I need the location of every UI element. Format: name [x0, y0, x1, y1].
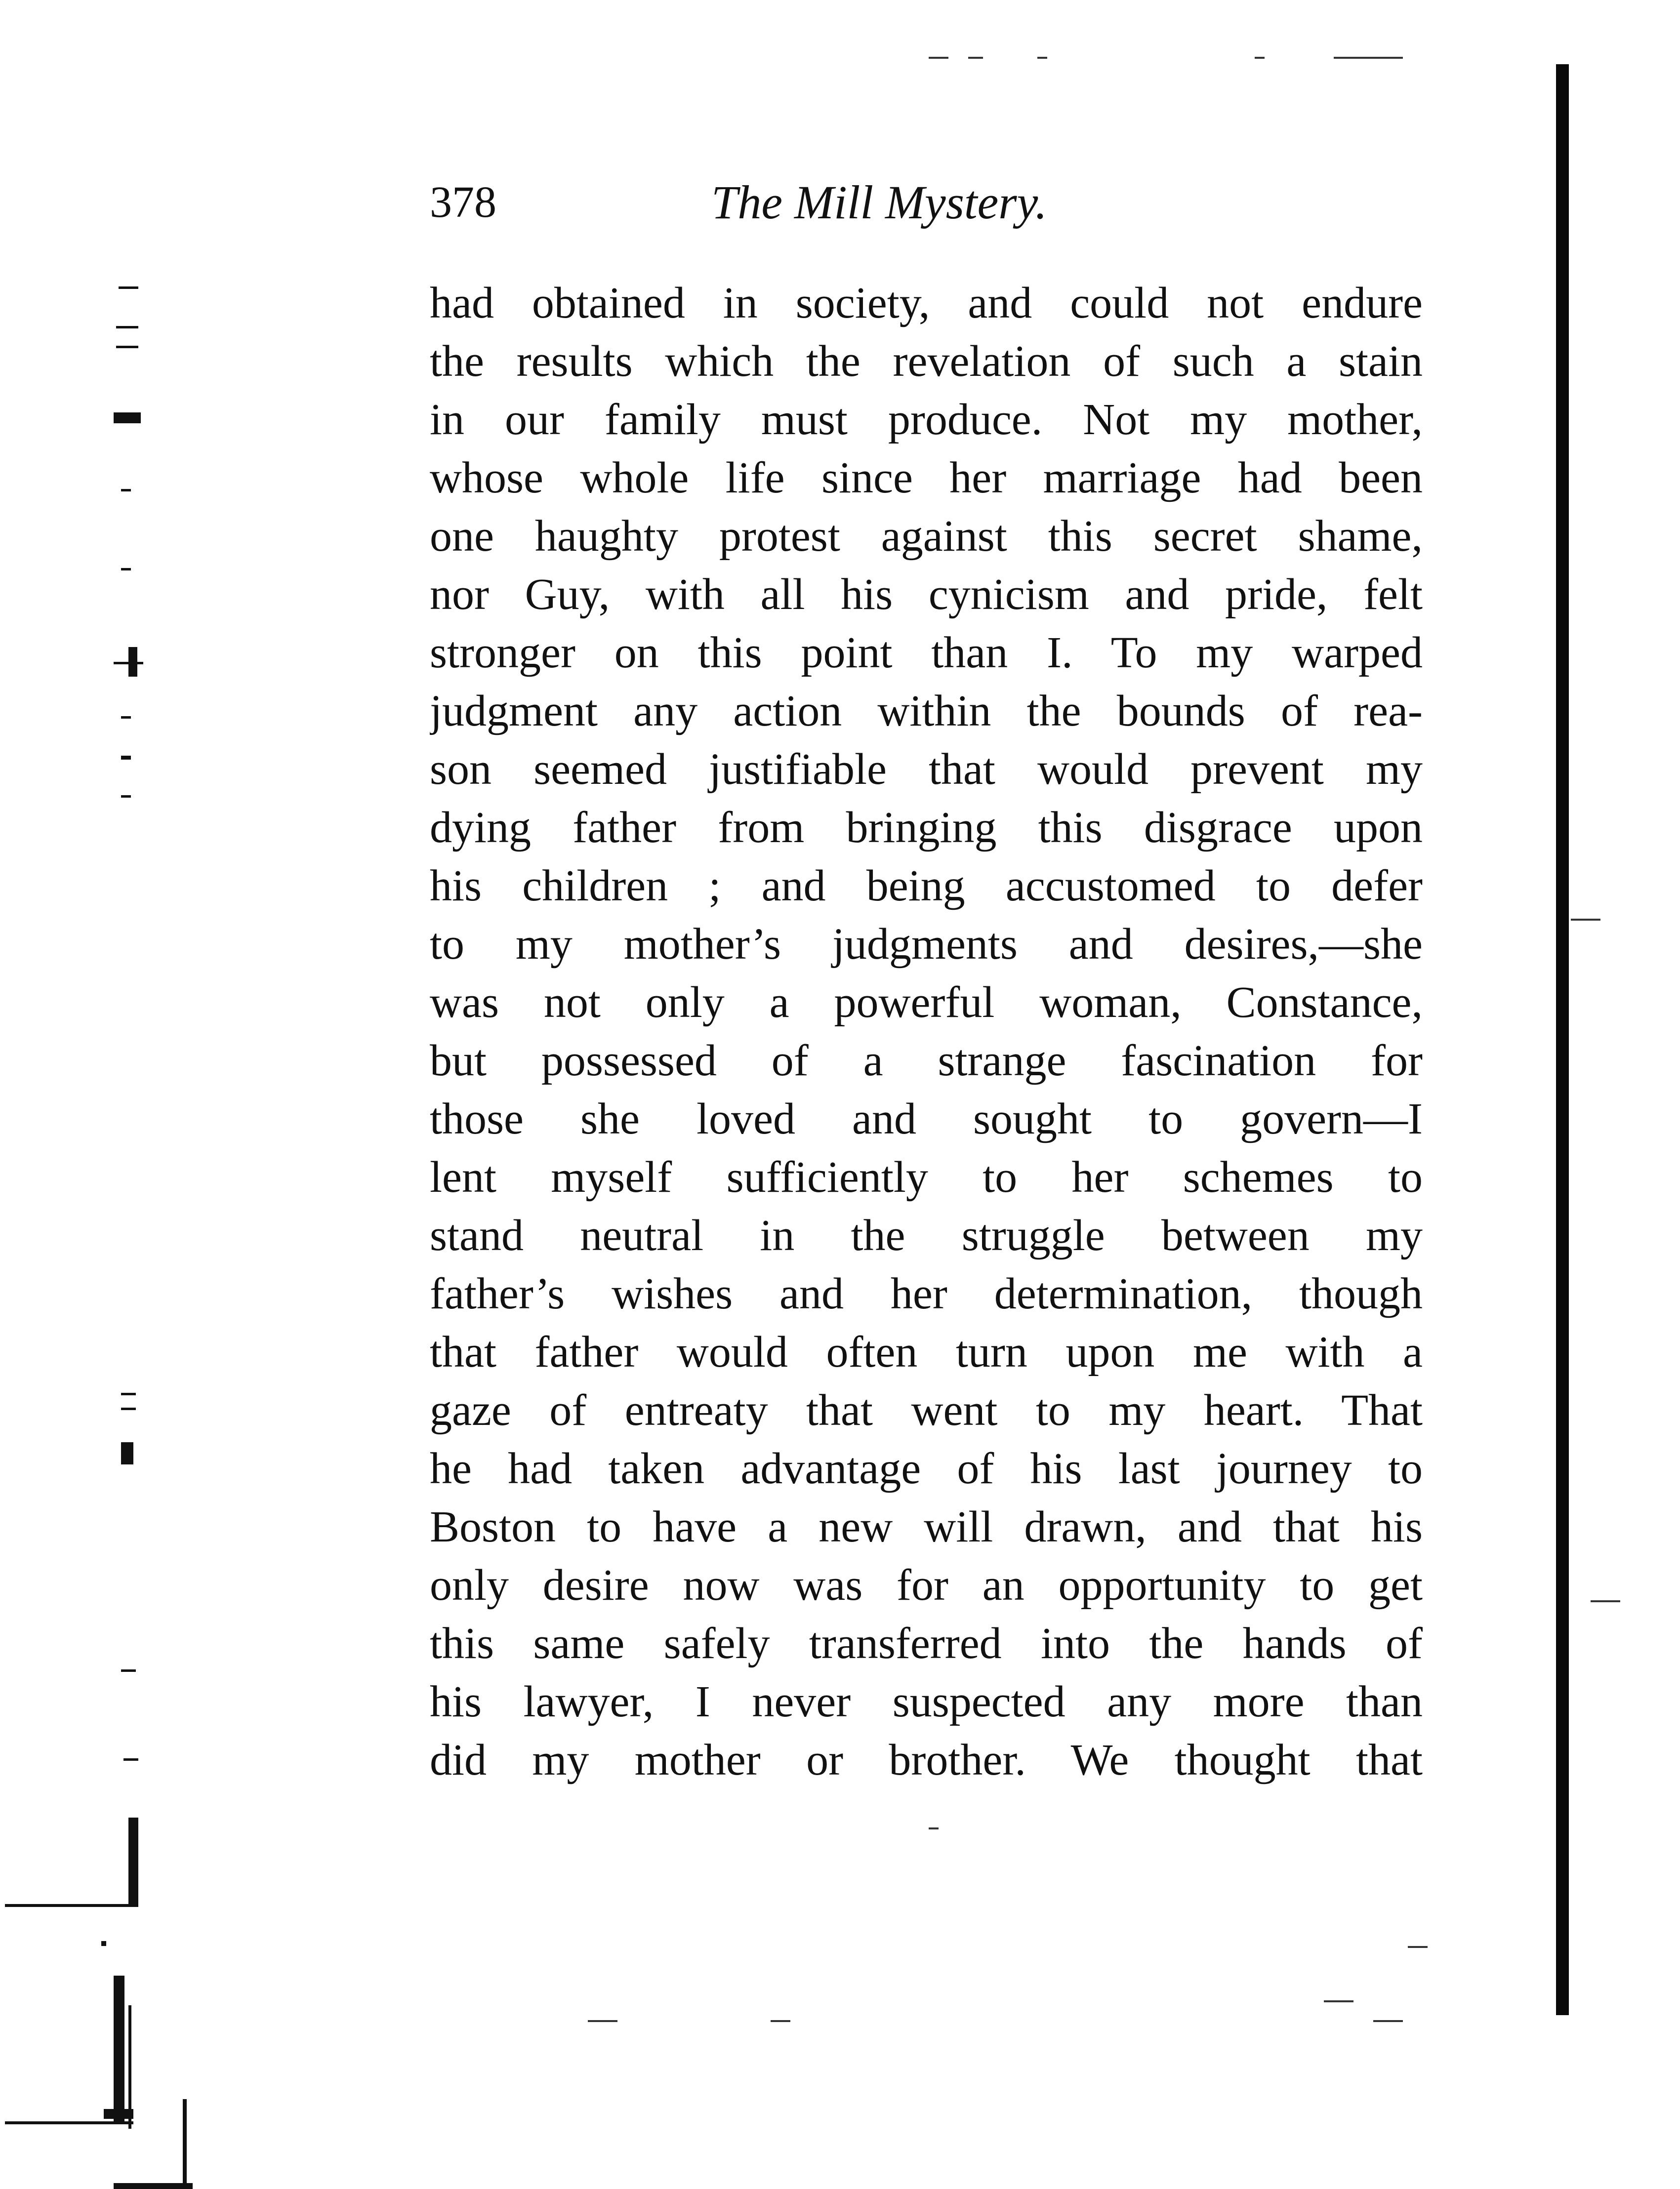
text-line: his lawyer, I never suspected any more than	[430, 1677, 1423, 1726]
text-line: did my mother or brother. We thought that	[430, 1736, 1423, 1784]
text-line: Boston to have a new will drawn, and that his	[430, 1502, 1423, 1551]
text-line: judgment any action within the bounds of rea-	[430, 687, 1423, 735]
text-line: son seemed justifiable that would prevent my	[430, 745, 1423, 794]
running-head-title: The Mill Mystery.	[711, 176, 1047, 229]
text-line: one haughty protest against this secret shame,	[430, 512, 1423, 561]
body-text	[430, 274, 1423, 1789]
text-line: this same safely transferred into the hands of	[430, 1619, 1423, 1668]
text-line: to my mother’s judgments and desires,—she	[430, 920, 1423, 969]
text-line: but possessed of a strange fascination for	[430, 1036, 1423, 1085]
text-line: stronger on this point than I. To my warped	[430, 628, 1423, 677]
text-line: dying father from bringing this disgrace upon	[430, 803, 1423, 852]
text-line: nor Guy, with all his cynicism and pride, felt	[430, 570, 1423, 619]
text-line: was not only a powerful woman, Constance,	[430, 978, 1423, 1027]
text-line: whose whole life since her marriage had been	[430, 453, 1423, 502]
text-line: gaze of entreaty that went to my heart. That	[430, 1386, 1423, 1435]
text-line: in our family must produce. Not my mother,	[430, 395, 1423, 444]
page-edge-shadow	[1556, 64, 1569, 2015]
text-line: stand neutral in the struggle between my	[430, 1211, 1423, 1260]
text-line: he had taken advantage of his last journey to	[430, 1444, 1423, 1493]
text-line: lent myself sufficiently to her schemes to	[430, 1153, 1423, 1202]
text-line: the results which the revelation of such a stain	[430, 337, 1423, 386]
text-line: father’s wishes and her determination, though	[430, 1269, 1423, 1318]
page-number: 378	[430, 178, 496, 227]
text-line: that father would often turn upon me with a	[430, 1328, 1423, 1377]
running-header	[430, 175, 1423, 230]
text-line: his children ; and being accustomed to defer	[430, 861, 1423, 910]
text-line: those she loved and sought to govern—I	[430, 1094, 1423, 1143]
text-line: had obtained in society, and could not endure	[430, 279, 1423, 327]
text-line: only desire now was for an opportunity to get	[430, 1561, 1423, 1610]
scan-margin-marks	[74, 272, 193, 2025]
